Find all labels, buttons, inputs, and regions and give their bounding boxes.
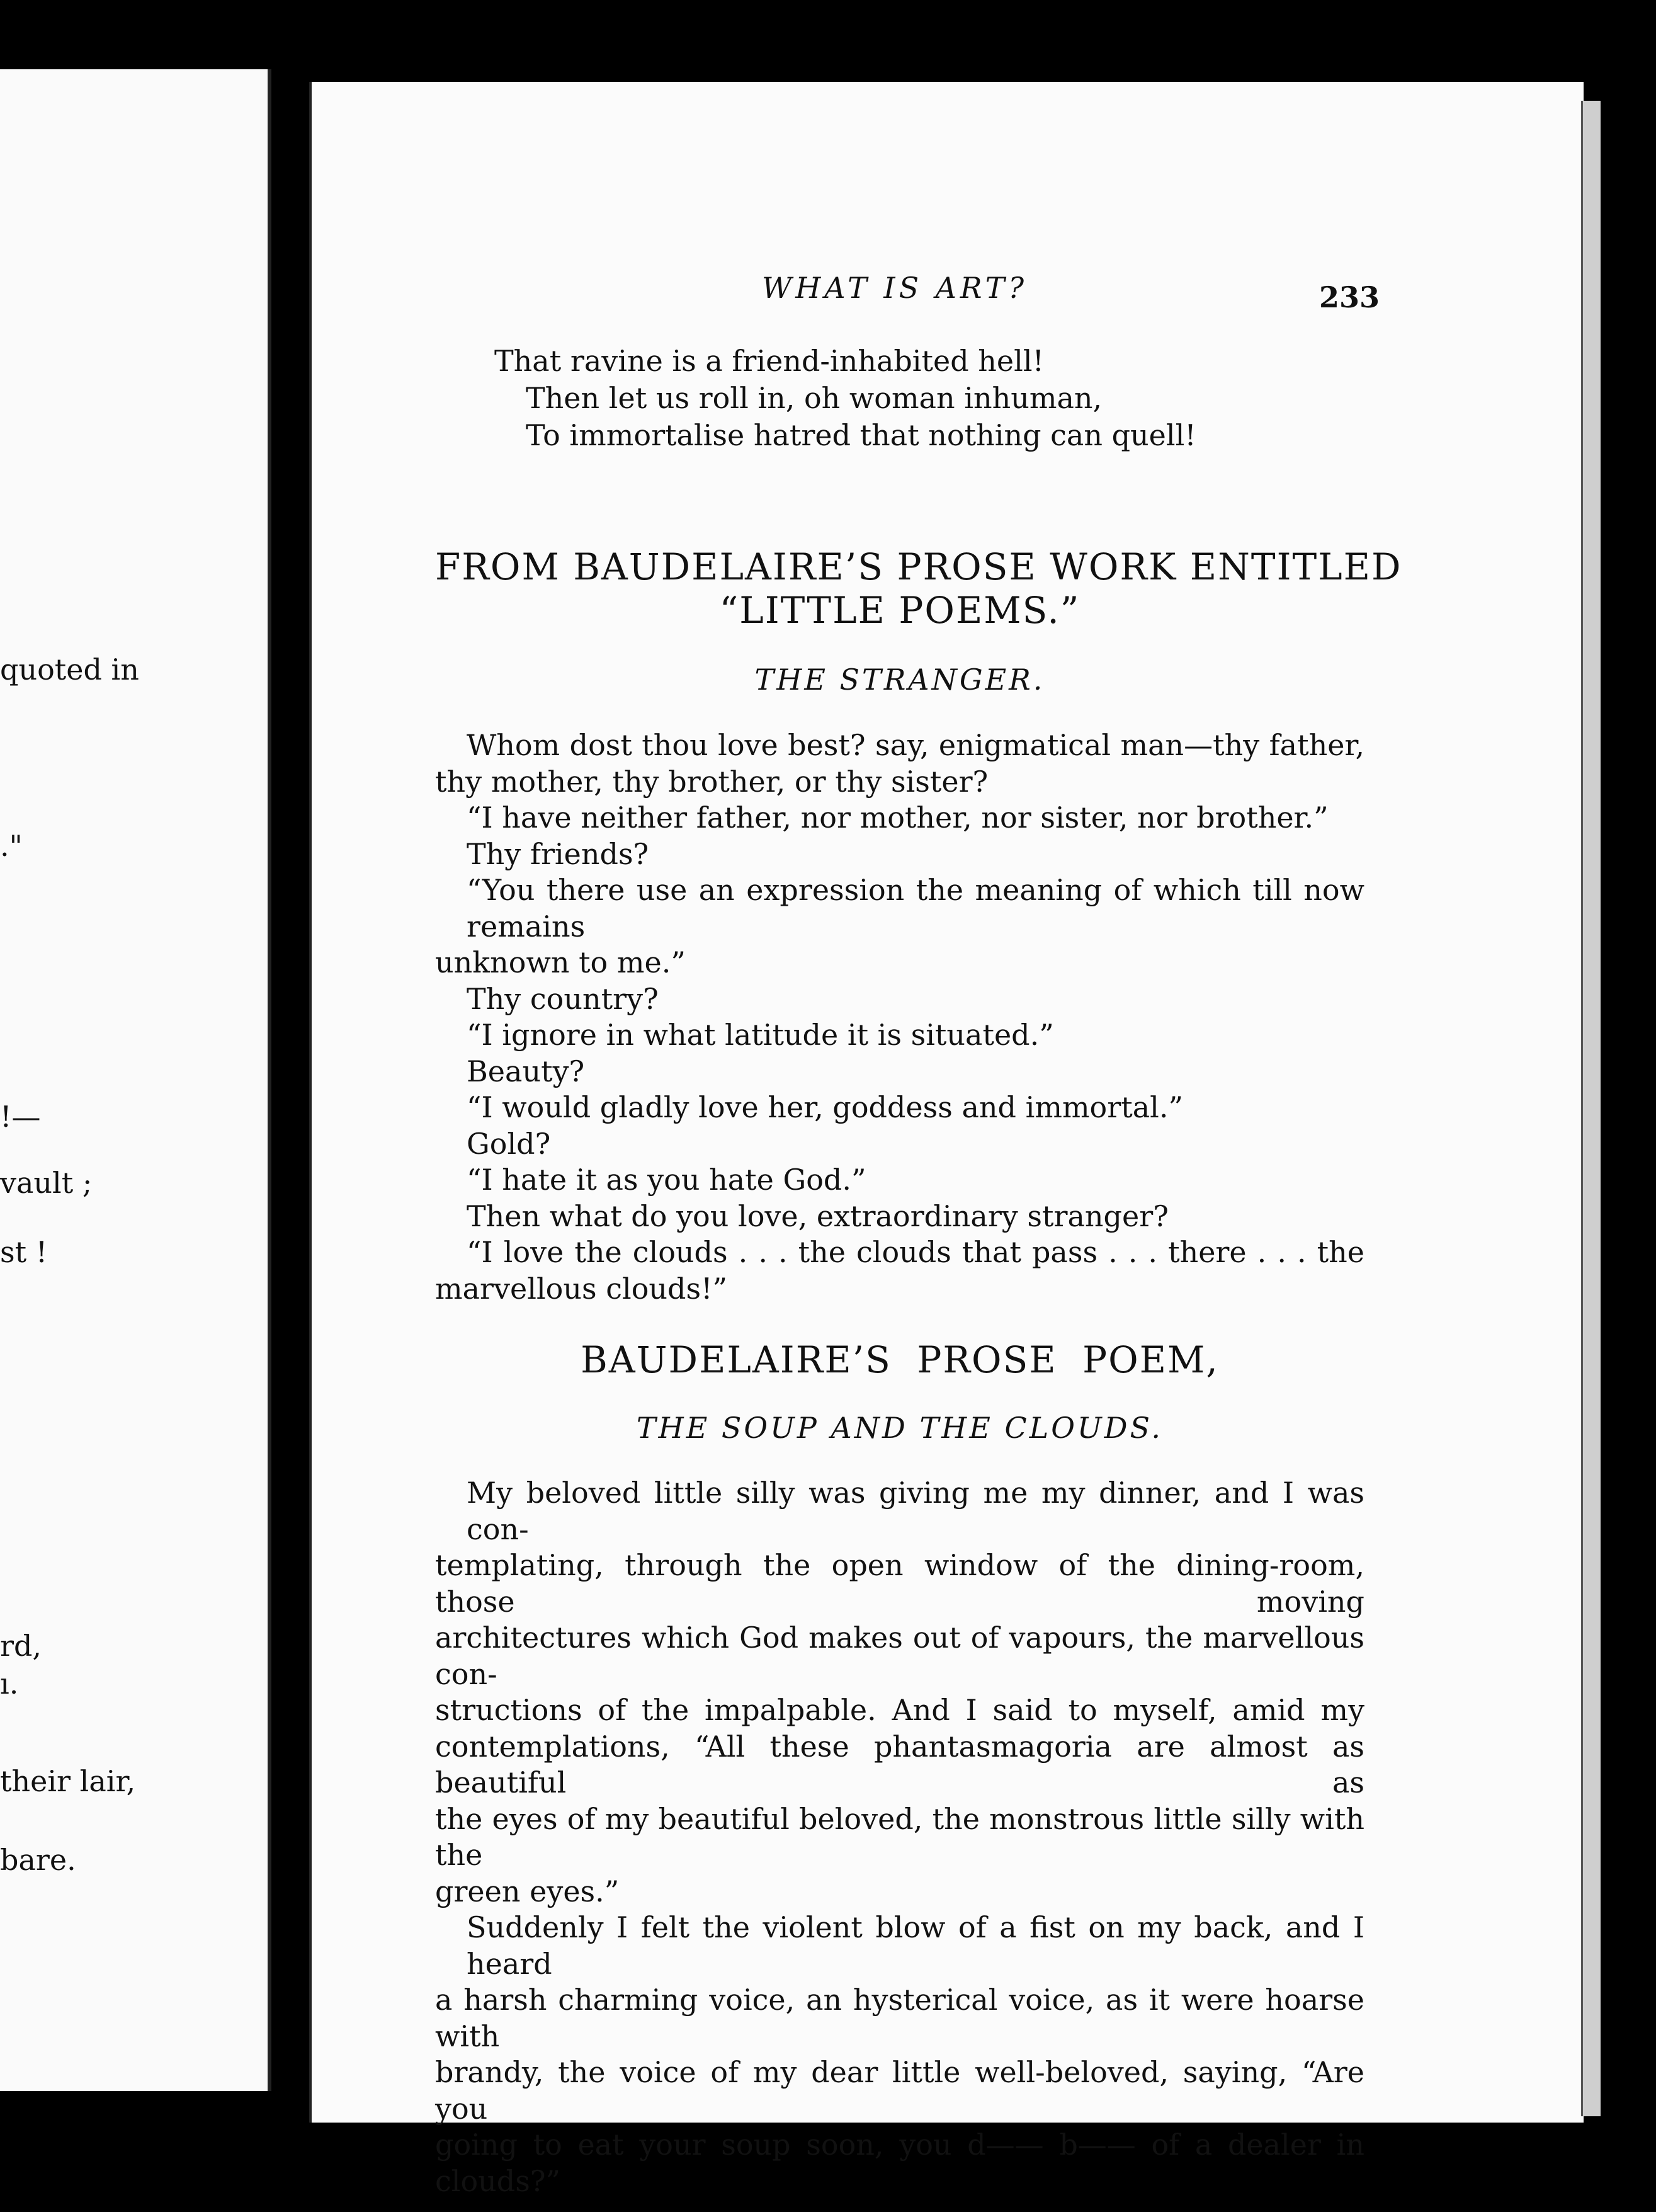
stranger-text (435, 727, 1364, 1307)
running-header: WHAT IS ART? (762, 271, 1028, 305)
left-page-fragment: vault ; (0, 1166, 93, 1200)
page-edge (1581, 101, 1601, 2116)
text-line: architectures which God makes out of vapours, the marvellous con- (435, 1621, 1364, 1691)
text-line: templating, through the open window of the dining-room, those moving (435, 1548, 1364, 1619)
text-line: “I have neither father, nor mother, nor sister, nor brother.” (467, 801, 1329, 835)
text-line: “I love the clouds . . . the clouds that pass . . . there . . . the (467, 1235, 1364, 1269)
text-line: Suddenly I felt the violent blow of a fist on my back, and I heard (467, 1910, 1364, 1981)
left-page-fragment: bare. (0, 1843, 76, 1877)
book-gutter (271, 63, 309, 2116)
text-line: “You there use an expression the meaning of which till now remains (467, 873, 1364, 944)
text-line: My beloved little silly was giving me my dinner, and I was con- (467, 1476, 1364, 1546)
text-line: Beauty? (467, 1054, 585, 1088)
text-line: brandy, the voice of my dear little well-beloved, saying, “Are you (435, 2055, 1364, 2126)
text-line: Gold? (467, 1126, 551, 1161)
text-line: a harsh charming voice, an hysterical voice, as it were hoarse with (435, 1983, 1364, 2053)
verse-line: Then let us roll in, oh woman inhuman, (526, 381, 1103, 415)
verse-line: That ravine is a friend-inhabited hell! (494, 344, 1045, 378)
left-page (0, 69, 271, 2091)
text-line: “I ignore in what latitude it is situated.” (467, 1018, 1054, 1052)
left-page-fragment: st ! (0, 1235, 48, 1269)
left-page-fragment: their lair, (0, 1764, 136, 1798)
text-line: marvellous clouds!” (435, 1271, 728, 1306)
left-page-fragment: !— (0, 1100, 41, 1134)
left-page-fragment: rd, (0, 1629, 42, 1663)
section-heading: BAUDELAIRE’S PROSE POEM, (581, 1338, 1219, 1381)
poem-title: THE STRANGER. (754, 663, 1045, 697)
text-line: Then what do you love, extraordinary stranger? (467, 1199, 1169, 1233)
text-line: “I would gladly love her, goddess and immortal.” (467, 1090, 1184, 1124)
left-page-fragment: ." (0, 829, 23, 863)
text-line: contemplations, “All these phantasmagoria are almost as beautiful as (435, 1729, 1364, 1799)
verse-line: To immortalise hatred that nothing can quell! (526, 418, 1196, 452)
text-line: green eyes.” (435, 1874, 620, 1908)
text-line: Thy country? (467, 981, 659, 1016)
text-line: going to eat your soup soon, you d—— b—— of a dealer in clouds?” (435, 2128, 1364, 2198)
section-heading-line2: “LITTLE POEMS.” (719, 589, 1080, 632)
page-number: 233 (1319, 280, 1380, 314)
text-line: thy mother, thy brother, or thy sister? (435, 764, 989, 799)
poem-title: THE SOUP AND THE CLOUDS. (636, 1411, 1164, 1445)
text-line: Thy friends? (467, 836, 649, 871)
text-line: Whom dost thou love best? say, enigmatical man—thy father, (467, 728, 1364, 762)
text-line: unknown to me.” (435, 945, 686, 979)
left-page-fragment: quoted in (0, 653, 139, 687)
soup-text (435, 1475, 1364, 2199)
left-page-fragment: ı. (0, 1667, 19, 1701)
text-line: the eyes of my beautiful beloved, the monstrous little silly with the (435, 1801, 1364, 1872)
text-line: “I hate it as you hate God.” (467, 1163, 866, 1197)
section-heading: FROM BAUDELAIRE’S PROSE WORK ENTITLED (435, 545, 1402, 588)
text-line: structions of the impalpable. And I said to myself, amid my (435, 1693, 1364, 1727)
